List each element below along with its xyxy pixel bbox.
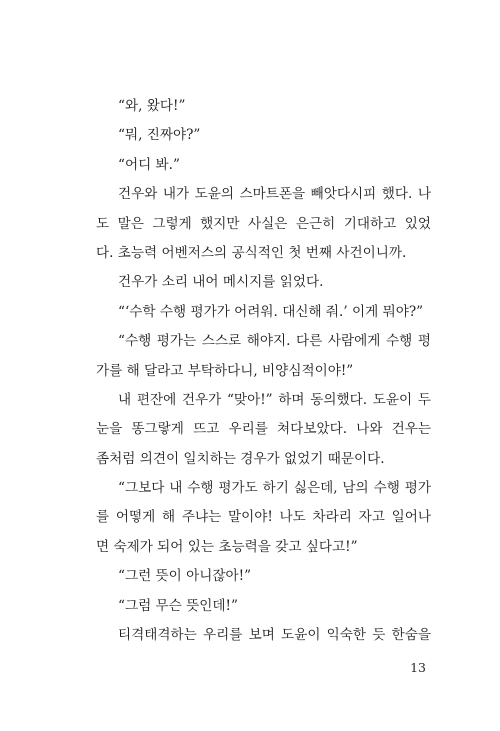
dialogue-line: 를 어떻게 해 주냐는 말이야! 나도 차라리 자고 일어나	[96, 509, 431, 526]
dialogue-line: 가를 해 달라고 부탁하다니, 비양심적이야!”	[96, 362, 354, 379]
page-number: 13	[410, 660, 426, 675]
dialogue-line: “그런 뜻이 아니잖아!”	[118, 568, 252, 585]
body-text	[96, 92, 431, 650]
dialogue-line: “어디 봐.”	[118, 156, 180, 173]
paragraph-line: 다. 초능력 어벤저스의 공식적인 첫 번째 사건이니까.	[96, 244, 407, 261]
dialogue-line: “수행 평가는 스스로 해야지. 다른 사람에게 수행 평	[118, 333, 431, 350]
paragraph-line: 눈을 똥그랗게 뜨고 우리를 쳐다보았다. 나와 건우는	[96, 421, 431, 438]
dialogue-line: “와, 왔다!”	[118, 98, 186, 114]
dialogue-line: “‘수학 수행 평가가 어려워. 대신해 줘.’ 이게 뭐야?”	[118, 303, 424, 320]
paragraph-line: 내 편잔에 건우가 “맞아!” 하며 동의했다. 도윤이 두	[118, 391, 431, 408]
dialogue-line: “뭐, 진짜야?”	[118, 127, 201, 144]
dialogue-line: “그보다 내 수행 평가도 하기 싫은데, 남의 수행 평가	[118, 480, 431, 497]
dialogue-line: 면 숙제가 되어 있는 초능력을 갖고 싶다고!”	[96, 538, 358, 555]
paragraph-line: 건우가 소리 내어 메시지를 읽었다.	[118, 274, 324, 291]
paragraph-line: 건우와 내가 도윤의 스마트폰을 빼앗다시피 했다. 나	[118, 186, 431, 203]
paragraph-line: 도 말은 그렇게 했지만 사실은 은근히 기대하고 있었	[96, 215, 431, 232]
dialogue-line: “그럼 무슨 뜻인데!”	[118, 597, 238, 614]
paragraph-line: 좀처럼 의견이 일치하는 경우가 없었기 때문이다.	[96, 450, 385, 467]
paragraph-line: 티격태격하는 우리를 보며 도윤이 익숙한 듯 한숨을	[118, 627, 431, 644]
